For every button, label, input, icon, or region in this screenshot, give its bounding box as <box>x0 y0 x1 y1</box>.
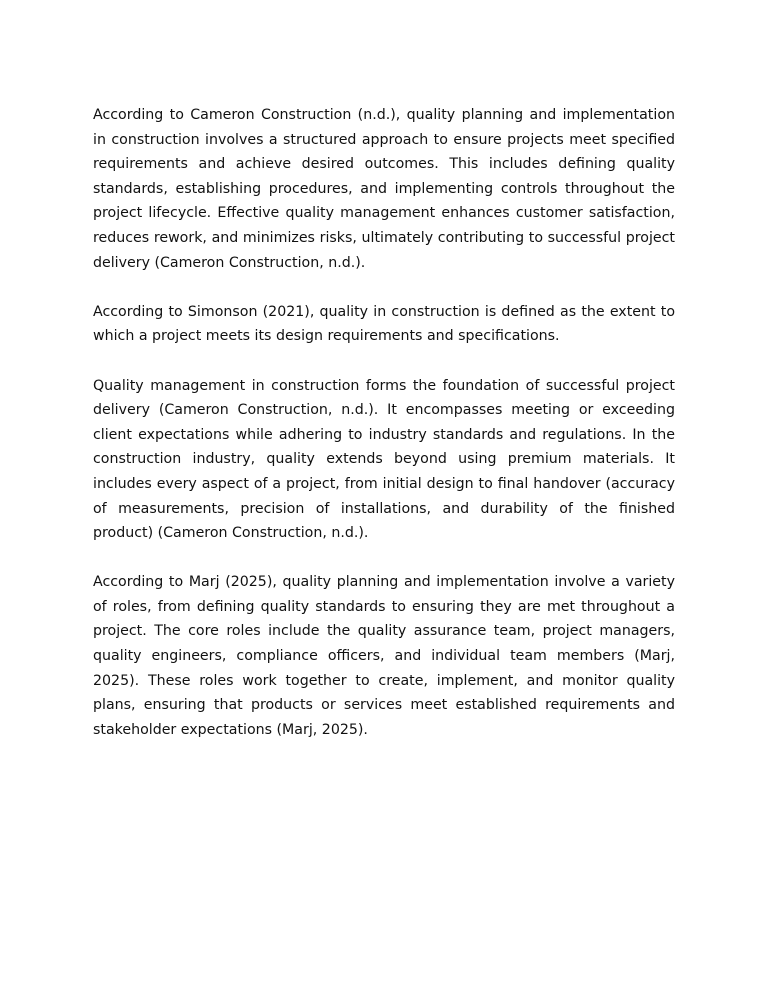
document-body <box>93 103 675 742</box>
paragraph-cameron-intro: According to Cameron Construction (n.d.), quality planning and implementation in construction involves a structured approach to ensure projects meet specified requirements and achieve desired outcomes. This includes defining quality standards, establishing procedures, and implementing controls throughout the project lifecycle. Effective quality management enhances customer satisfaction, reduces rework, and minimizes risks, ultimately contributing to successful project delivery (Cameron Construction, n.d.). <box>93 107 675 271</box>
paragraph-simonson-definition: According to Simonson (2021), quality in construction is defined as the extent to which a project meets its design requirements and specifications. <box>93 303 675 345</box>
paragraph-quality-management: Quality management in construction forms the foundation of successful project delivery (Cameron Construction, n.d.). It encompasses meeting or exceeding client expectations while adhering to industry standards and regulations. In the construction industry, quality extends beyond using premium materials. It includes every aspect of a project, from initial design to final handover (accuracy of measurements, precision of installations, and durability of the finished product) (Cameron Construction, n.d.). <box>93 377 675 542</box>
paragraph-marj-roles: According to Marj (2025), quality planning and implementation involve a variety of roles, from defining quality standards to ensuring they are met throughout a project. The core roles include the quality assurance team, project managers, quality engineers, compliance officers, and individual team members (Marj, 2025). These roles work together to create, implement, and monitor quality plans, ensuring that products or services meet established requirements and stakeholder expectations (Marj, 2025). <box>93 574 675 738</box>
